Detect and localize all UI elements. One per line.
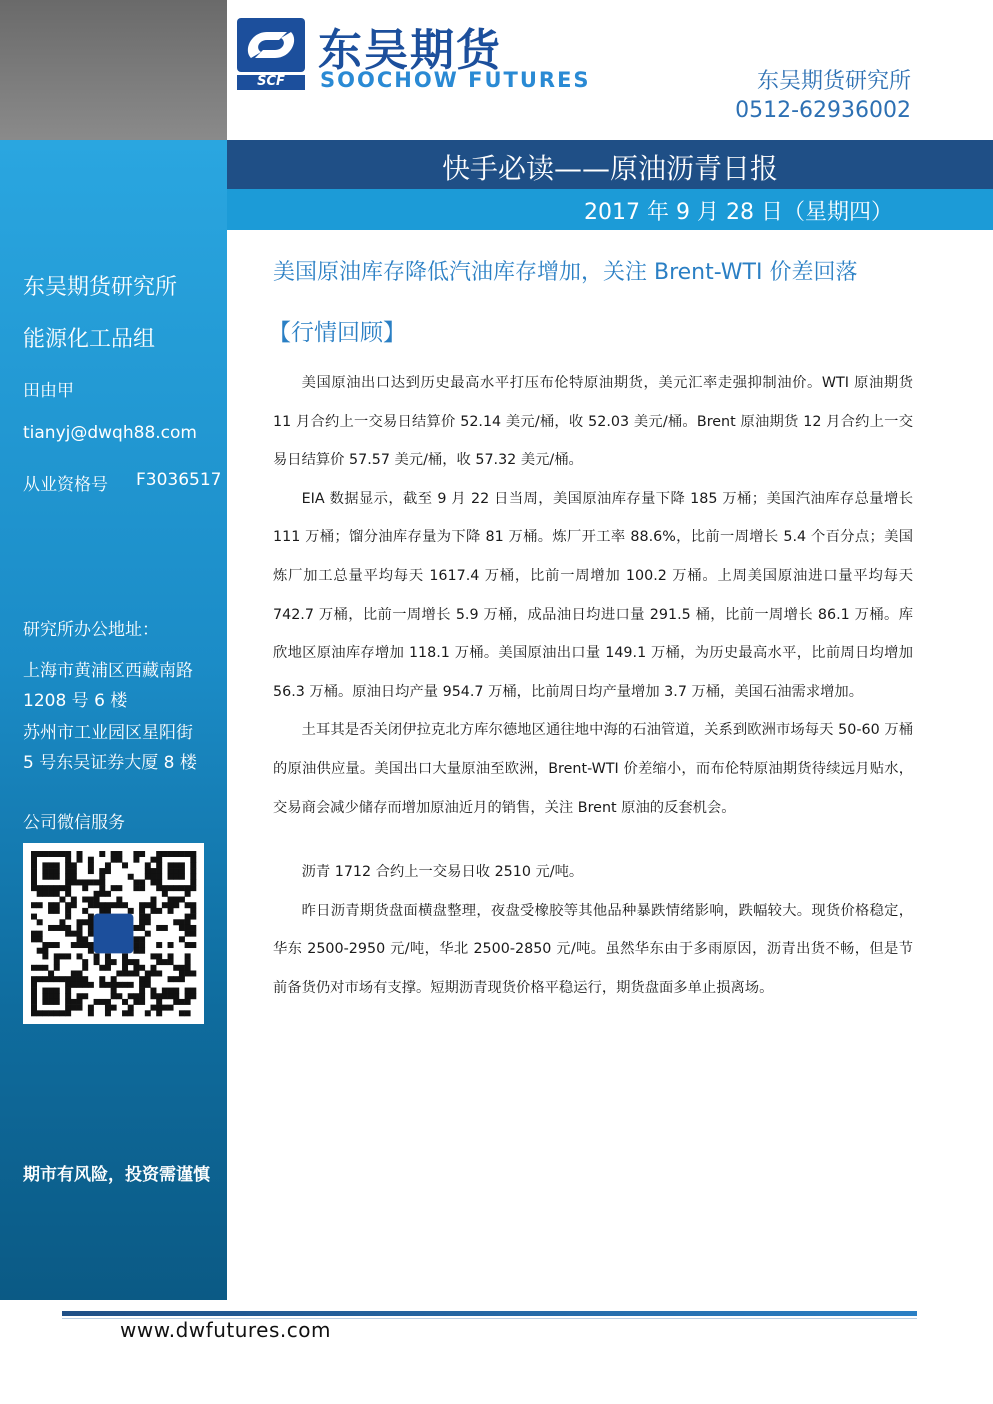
- logo-chinese-name: 东吴期货: [318, 25, 502, 76]
- scf-logo-icon: [237, 18, 305, 90]
- wechat-label: 公司微信服务: [23, 813, 125, 833]
- logo-english-name: SOOCHOW FUTURES: [320, 68, 591, 92]
- sidebar: [0, 140, 227, 1300]
- title-bar: [227, 140, 993, 189]
- wechat-qr-code: [23, 843, 204, 1024]
- paragraph-asphalt-close: 沥青 1712 合约上一交易日收 2510 元/吨。: [301, 864, 584, 881]
- footer-website-link[interactable]: www.dwfutures.com: [120, 1318, 331, 1342]
- report-title: 快手必读——原油沥青日报: [441, 152, 778, 185]
- sidebar-group: 能源化工品组: [23, 327, 156, 352]
- paragraph-eia-data: EIA 数据显示，截至 9 月 22 日当周，美国原油库存量下降 185 万桶；美国汽油库存总量增长 111 万桶；馏分油库存量为下降 81 万桶。炼厂开工率 88.6%，比前一周增长 5.4 个百分点；美国炼厂加工总量平均每天 1617.4 万桶，比前一周增加 100.2 万桶。上周美国原油进口量平均每天 742.7 万桶，比前一周增长 5.9 万桶，成品油日均进口量 291.5 桶，比前一周增长 86.1 万桶。库欣地区原油库存增加 118.1 万桶。美国原油出口量 149.1 万桶，为历史最高水平，比前周日均增加 56.3 万桶。原油日均产量 954.7 万桶，比前周日均产量增加 3.7 万桶，美国石油需求增加。: [273, 490, 913, 700]
- paragraph-asphalt-market: 昨日沥青期货盘面横盘整理，夜盘受橡胶等其他品种暴跌情绪影响，跌幅较大。现货价格稳定，华东 2500-2950 元/吨，华北 2500-2850 元/吨。虽然华东由于多雨原因，沥青出货不畅，但是节前备货仍对市场有支撑。短期沥青现货价格平稳运行，期货盘面多单止损离场。: [273, 902, 913, 996]
- institute-phone: 0512-62936002: [735, 98, 911, 123]
- footer-divider: [62, 1311, 917, 1316]
- article-headline: 美国原油库存降低汽油库存增加，关注 Brent-WTI 价差回落: [273, 260, 858, 285]
- license-label: 从业资格号: [23, 475, 108, 495]
- license-number: F3036517: [136, 470, 222, 490]
- article-body: [273, 364, 913, 1008]
- paragraph-crude-prices: 美国原油出口达到历史最高水平打压布伦特原油期货，美元汇率走强抑制油价。WTI 原油期货 11 月合约上一交易日结算价 52.14 美元/桶，收 52.03 美元/桶。Brent 原油期货 12 月合约上一交易日结算价 57.57 美元/桶，收 57.32 美元/桶。: [273, 375, 913, 469]
- address-suzhou-line2: 5 号东吴证券大厦 8 楼: [23, 753, 197, 773]
- address-shanghai-line2: 1208 号 6 楼: [23, 691, 128, 711]
- address-suzhou-line1: 苏州市工业园区星阳街: [23, 723, 193, 743]
- risk-notice: 期市有风险，投资需谨慎: [23, 1165, 210, 1185]
- section-heading: 【行情回顾】: [268, 320, 406, 346]
- header-corner-block: [0, 0, 227, 140]
- address-label: 研究所办公地址：: [23, 620, 159, 640]
- address-shanghai-line1: 上海市黄浦区西藏南路: [23, 661, 193, 681]
- sidebar-org: 东吴期货研究所: [23, 275, 178, 300]
- institute-name: 东吴期货研究所: [756, 69, 911, 94]
- logo-abbr: SCF: [257, 74, 285, 89]
- paragraph-turkey-pipeline: 土耳其是否关闭伊拉克北方库尔德地区通往地中海的石油管道，关系到欧洲市场每天 50-60 万桶的原油供应量。美国出口大量原油至欧洲，Brent-WTI 价差缩小，而布伦特原油期货待续远月贴水，交易商会减少储存而增加原油近月的销售，关注 Brent 原油的反套机会。: [273, 722, 913, 816]
- author-email[interactable]: tianyj@dwqh88.com: [23, 423, 197, 443]
- author-name: 田由甲: [23, 381, 74, 401]
- report-date: 2017 年 9 月 28 日（星期四）: [584, 200, 893, 225]
- date-bar: [227, 189, 993, 230]
